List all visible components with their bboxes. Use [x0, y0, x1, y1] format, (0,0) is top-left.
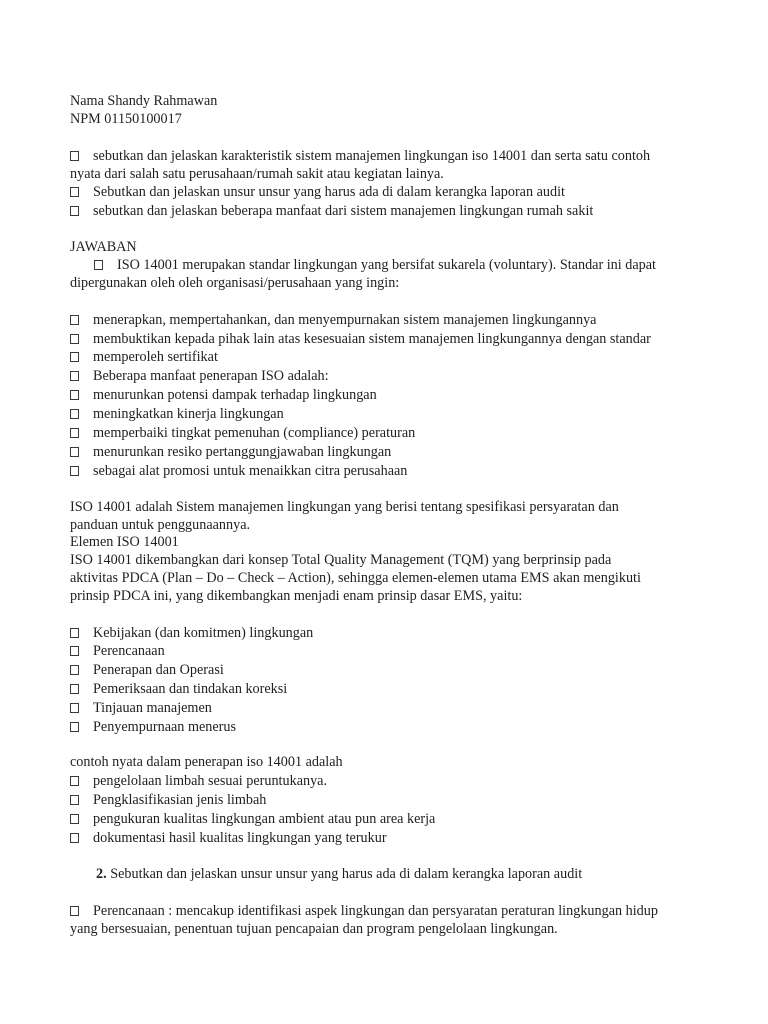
list-item: pengukuran kualitas lingkungan ambient atau pun area kerja [70, 810, 435, 828]
list-item: menurunkan potensi dampak terhadap lingkungan [70, 386, 377, 404]
list-item: memperbaiki tingkat pemenuhan (compliance) peraturan [70, 424, 415, 442]
bullet-box-icon [70, 352, 79, 362]
list-item: memperoleh sertifikat [70, 348, 218, 366]
paragraph-line: yang bersesuaian, penentuan tujuan pencapaian dan program pengelolaan lingkungan. [70, 921, 558, 937]
bullet-box-icon [70, 447, 79, 457]
paragraph-line: aktivitas PDCA (Plan – Do – Check – Action), sehingga elemen-elemen utama EMS akan mengikuti [70, 570, 641, 586]
paragraph-line: ISO 14001 dikembangkan dari konsep Total Quality Management (TQM) yang berprinsip pada [70, 552, 612, 568]
list-item: Penyempurnaan menerus [70, 718, 236, 736]
list-item: Kebijakan (dan komitmen) lingkungan [70, 624, 313, 642]
list-item: Pemeriksaan dan tindakan koreksi [70, 680, 287, 698]
bullet-box-icon [70, 628, 79, 638]
section-2-heading: 2. Sebutkan dan jelaskan unsur unsur yang harus ada di dalam kerangka laporan audit [96, 866, 583, 882]
bullet-box-icon [70, 151, 79, 161]
list-item: dokumentasi hasil kualitas lingkungan yang terukur [70, 829, 387, 847]
question-item: Sebutkan dan jelaskan unsur unsur yang harus ada di dalam kerangka laporan audit [70, 183, 565, 201]
list-item: membuktikan kepada pihak lain atas kesesuaian sistem manajemen lingkungannya dengan standar [70, 330, 651, 348]
list-item: sebagai alat promosi untuk menaikkan citra perusahaan [70, 462, 407, 480]
bullet-box-icon [70, 466, 79, 476]
answer-intro-continuation: dipergunakan oleh oleh organisasi/perusahaan yang ingin: [70, 275, 400, 291]
student-name: Nama Shandy Rahmawan [70, 93, 218, 109]
bullet-box-icon [70, 906, 79, 916]
paragraph-line: Elemen ISO 14001 [70, 534, 179, 550]
question-item: sebutkan dan jelaskan beberapa manfaat dari sistem manajemen lingkungan rumah sakit [70, 202, 593, 220]
list-item: Perencanaan : mencakup identifikasi aspek lingkungan dan persyaratan peraturan lingkungan hidup [70, 902, 658, 920]
bullet-box-icon [70, 814, 79, 824]
bullet-box-icon [70, 684, 79, 694]
bullet-box-icon [70, 722, 79, 732]
question-item: sebutkan dan jelaskan karakteristik sistem manajemen lingkungan iso 14001 dan serta satu contoh [70, 147, 650, 165]
student-npm: NPM 01150100017 [70, 111, 182, 127]
list-item: Perencanaan [70, 642, 165, 660]
bullet-box-icon [70, 428, 79, 438]
bullet-box-icon [94, 260, 103, 270]
list-item: pengelolaan limbah sesuai peruntukanya. [70, 772, 327, 790]
paragraph-line: ISO 14001 adalah Sistem manajemen lingkungan yang berisi tentang spesifikasi persyaratan dan [70, 499, 619, 515]
answer-intro: ISO 14001 merupakan standar lingkungan yang bersifat sukarela (voluntary). Standar ini dapat [94, 256, 656, 274]
bullet-box-icon [70, 795, 79, 805]
list-item: Penerapan dan Operasi [70, 661, 224, 679]
bullet-box-icon [70, 206, 79, 216]
paragraph-line: panduan untuk penggunaannya. [70, 517, 251, 533]
bullet-box-icon [70, 703, 79, 713]
list-item: menurunkan resiko pertanggungjawaban lingkungan [70, 443, 391, 461]
list-item: Pengklasifikasian jenis limbah [70, 791, 266, 809]
bullet-box-icon [70, 315, 79, 325]
list-item: menerapkan, mempertahankan, dan menyempurnakan sistem manajemen lingkungannya [70, 311, 596, 329]
bullet-box-icon [70, 409, 79, 419]
section-number: 2. [96, 866, 107, 882]
list-item: Beberapa manfaat penerapan ISO adalah: [70, 367, 329, 385]
bullet-box-icon [70, 776, 79, 786]
paragraph-line: prinsip PDCA ini, yang dikembangkan menjadi enam prinsip dasar EMS, yaitu: [70, 588, 523, 604]
bullet-box-icon [70, 833, 79, 843]
bullet-box-icon [70, 665, 79, 675]
list-item: meningkatkan kinerja lingkungan [70, 405, 284, 423]
bullet-box-icon [70, 187, 79, 197]
bullet-box-icon [70, 390, 79, 400]
answer-heading: JAWABAN [70, 239, 137, 255]
bullet-box-icon [70, 334, 79, 344]
bullet-box-icon [70, 371, 79, 381]
list-item: Tinjauan manajemen [70, 699, 212, 717]
bullet-box-icon [70, 646, 79, 656]
examples-heading: contoh nyata dalam penerapan iso 14001 adalah [70, 754, 343, 770]
question-continuation: nyata dari salah satu perusahaan/rumah sakit atau kegiatan lainya. [70, 166, 444, 182]
